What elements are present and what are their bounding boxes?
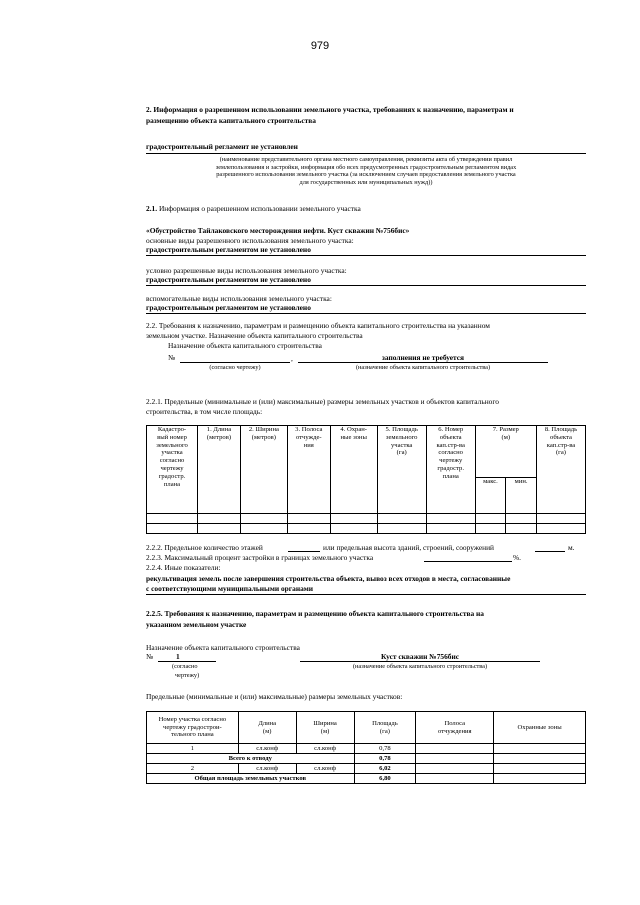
limits-table bbox=[146, 425, 586, 534]
th-obj-area: 8. Площадь объекта кап.стр-ва (га) bbox=[536, 426, 585, 514]
s2-2-4-value-line1: рекультивация земель после завершения строительства объекта, вывоз всех отходов в места, согласованные bbox=[146, 574, 511, 583]
s2-1-title: Информация о разрешенном использовании земельного участка bbox=[158, 204, 361, 213]
th-plot-width: Ширина (м) bbox=[296, 712, 354, 744]
regulation-note-line: для государственных или муниципальных нужд)) bbox=[299, 178, 433, 186]
table-row bbox=[147, 774, 586, 784]
th-plot-zones: Охранные зоны bbox=[494, 712, 586, 744]
s2-2-purpose-underline bbox=[298, 362, 548, 363]
s2-2-line2: земельном участке. Назначение объекта капитального строительства bbox=[146, 331, 363, 340]
th-plot-area: Площадь (га) bbox=[354, 712, 416, 744]
th-area: 5. Площадь земельного участка (га) bbox=[377, 426, 426, 514]
s2-2-4-value-line2: с соответствующими муниципальными органами bbox=[146, 584, 314, 593]
s2-2-comma: , bbox=[291, 354, 293, 363]
th-object-no: 6. Номер объекта кап.стр-ва согласно чертежу градостр. плана bbox=[426, 426, 475, 514]
s2-2-2-part2: или предельная высота зданий, строений, сооружений bbox=[323, 543, 494, 552]
cell-width: сл.конф bbox=[296, 744, 354, 754]
regulation-note-line: землепользования и застройки, информация обо всех предусмотренных градостроительным регламентом видах bbox=[215, 163, 517, 171]
section-2-heading-line2: размещению объекта капитального строительства bbox=[146, 116, 316, 125]
th-size-max: макс. bbox=[475, 478, 506, 514]
s2-2-3-text: 2.2.3. Максимальный процент застройки в границах земельного участка bbox=[146, 553, 374, 562]
th-size: 7. Размер (м) bbox=[475, 426, 536, 478]
auxiliary-use-label: вспомогательные виды использования земельного участка: bbox=[146, 294, 332, 303]
s2-2-5-caption-drawing-2: чертежу) bbox=[175, 672, 200, 679]
auxiliary-use-underline bbox=[146, 313, 586, 314]
table-row bbox=[147, 514, 586, 524]
cell-length: сл.конф bbox=[238, 744, 296, 754]
th-length: 1. Длина (метров) bbox=[198, 426, 241, 514]
conditional-use-value: градостроительным регламентом не установлено bbox=[146, 275, 311, 284]
s2-2-purpose-label: Назначение объекта капитального строительства bbox=[168, 341, 322, 350]
conditional-use-label: условно разрешенные виды использования земельного участка: bbox=[146, 266, 347, 275]
s2-2-no-underline bbox=[180, 362, 290, 363]
s2-2-5-no-label: № bbox=[146, 652, 154, 661]
s2-2-5-purpose-label: Назначение объекта капитального строительства bbox=[146, 643, 300, 652]
regulation-note bbox=[146, 156, 586, 186]
th-plot-strip: Полоса отчуждения bbox=[416, 712, 494, 744]
auxiliary-use-value: градостроительным регламентом не установлено bbox=[146, 303, 311, 312]
s2-2-line1: 2.2. Требования к назначению, параметрам и размещению объекта капитального строительства на указанном bbox=[146, 321, 490, 330]
th-plot-length: Длина (м) bbox=[238, 712, 296, 744]
section-2-heading-line1: 2. Информация о разрешенном использовании земельного участка, требованиях к назначению, параметрам и bbox=[146, 105, 514, 114]
page-number: 979 bbox=[310, 40, 330, 52]
s2-2-caption-drawing: (согласно чертежу) bbox=[209, 364, 261, 371]
plots-table bbox=[146, 711, 586, 784]
s2-2-2-unit: м. bbox=[568, 543, 575, 552]
s2-2-4-underline bbox=[146, 594, 586, 595]
s2-2-caption-purpose: (назначение объекта капитального строительства) bbox=[355, 364, 491, 371]
s2-2-1-line2: строительства, в том числе площадь: bbox=[146, 407, 263, 416]
cell-total-label: Всего к отводу bbox=[147, 754, 355, 764]
table-row bbox=[147, 754, 586, 764]
s2-2-3-unit: %. bbox=[513, 553, 522, 562]
regulation-underline bbox=[146, 153, 586, 154]
cell-area: 6,80 bbox=[354, 774, 416, 784]
cell-area: 0,78 bbox=[354, 744, 416, 754]
s2-2-5-line2: указанном земельном участке bbox=[146, 620, 247, 629]
limits-label: Предельные (минимальные и (или) максимальные) размеры земельных участков: bbox=[146, 692, 403, 701]
cell-length: сл.конф bbox=[238, 764, 296, 774]
s2-2-5-object-value: Куст скважин №756бис bbox=[380, 652, 460, 661]
cell-area: 6,02 bbox=[354, 764, 416, 774]
s2-2-not-required: заполнения не требуется bbox=[381, 353, 465, 362]
s2-2-4-text: 2.2.4. Иные показатели: bbox=[146, 563, 221, 572]
regulation-note-line: (наименование представительного органа местного самоуправления, реквизиты акта об утверждении правил bbox=[219, 156, 513, 163]
cell-area: 0,78 bbox=[354, 754, 416, 764]
th-size-min: мин. bbox=[506, 478, 537, 514]
th-protected: 4. Охран- ные зоны bbox=[330, 426, 377, 514]
s2-2-5-no-value: 1 bbox=[176, 652, 180, 661]
th-width: 2. Ширина (метров) bbox=[240, 426, 287, 514]
s2-2-5-caption-purpose: (назначение объекта капитального строительства) bbox=[352, 663, 488, 670]
s2-2-no-label: № bbox=[168, 353, 176, 362]
table-row bbox=[147, 764, 586, 774]
regulation-value: градостроительный регламент не установлен bbox=[146, 142, 298, 151]
cell-total-label: Общая площадь земельных участков bbox=[147, 774, 355, 784]
s2-1-number: 2.1. bbox=[146, 204, 158, 213]
table-row bbox=[147, 744, 586, 754]
main-use-value: градостроительным регламентом не установлено bbox=[146, 245, 311, 254]
cell-number: 2 bbox=[147, 764, 239, 774]
s2-2-1-line1: 2.2.1. Предельные (минимальные и (или) максимальные) размеры земельных участков и объектов капитального bbox=[146, 397, 499, 406]
th-strip: 3. Полоса отчужде- ния bbox=[287, 426, 330, 514]
table-row bbox=[147, 524, 586, 534]
conditional-use-underline bbox=[146, 285, 586, 286]
main-use-label: основные виды разрешенного использования земельного участка: bbox=[146, 236, 354, 245]
s2-1-heading bbox=[146, 204, 361, 213]
th-plot-number: Номер участка согласно чертежу градострои- тельного плана bbox=[147, 712, 239, 744]
main-use-underline bbox=[146, 255, 586, 256]
s2-2-5-caption-drawing-1: (согласно bbox=[172, 663, 198, 670]
object-name: «Обустройство Тайлаковского месторождения нефти. Куст скважин №756бис» bbox=[146, 226, 410, 235]
cell-width: сл.конф bbox=[296, 764, 354, 774]
percent-blank bbox=[424, 561, 512, 562]
s2-2-2-part1: 2.2.2. Предельное количество этажей bbox=[146, 543, 263, 552]
regulation-note-line: разрешенного использования земельного участка (за исключением случаев предоставления земельного участка bbox=[216, 171, 516, 179]
floors-blank bbox=[288, 551, 320, 552]
height-blank bbox=[535, 551, 565, 552]
cell-number: 1 bbox=[147, 744, 239, 754]
s2-2-5-no-underline bbox=[158, 661, 216, 662]
s2-2-5-object-underline bbox=[300, 661, 540, 662]
s2-2-5-line1: 2.2.5. Требования к назначению, параметрам и размещению объекта капитального строительства на bbox=[146, 609, 484, 618]
th-cadastral: Кадастро- вый номер земельного участка согласно чертежу градостр. плана bbox=[147, 426, 198, 514]
